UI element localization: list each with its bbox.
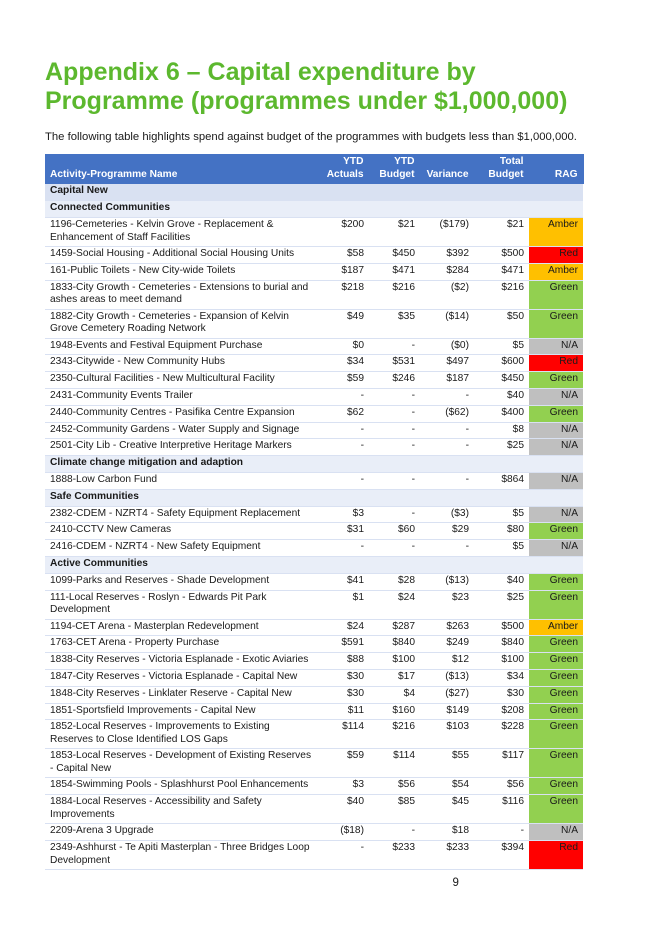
section-header-row xyxy=(45,184,583,201)
rag-status-cell: N/A xyxy=(529,824,583,841)
total-budget-cell: $500 xyxy=(474,247,529,264)
variance-cell: $187 xyxy=(420,372,474,389)
variance-cell: - xyxy=(420,389,474,406)
rag-status-cell: Green xyxy=(529,636,583,653)
rag-status-cell: Amber xyxy=(529,218,583,247)
variance-cell: ($2) xyxy=(420,280,474,309)
programme-name-cell: 1194-CET Arena - Masterplan Redevelopment xyxy=(45,619,319,636)
ytd-actuals-cell: $3 xyxy=(319,778,369,795)
ytd-budget-cell: $60 xyxy=(369,523,420,540)
ytd-budget-cell: $531 xyxy=(369,355,420,372)
total-budget-cell: $600 xyxy=(474,355,529,372)
ytd-budget-cell: - xyxy=(369,439,420,456)
rag-status-cell: N/A xyxy=(529,422,583,439)
total-budget-cell: $471 xyxy=(474,263,529,280)
ytd-budget-cell: $24 xyxy=(369,590,420,619)
programme-name-cell: 111-Local Reserves - Roslyn - Edwards Pit Park Development xyxy=(45,590,319,619)
ytd-budget-cell: $85 xyxy=(369,795,420,824)
table-row xyxy=(45,389,583,406)
programme-name-cell: 1853-Local Reserves - Development of Existing Reserves - Capital New xyxy=(45,749,319,778)
page-number xyxy=(0,877,645,889)
capital-expenditure-table xyxy=(45,154,584,870)
header-ytd-actuals: YTD Actuals xyxy=(319,154,369,184)
group-label: Active Communities xyxy=(45,557,583,574)
section-label: Capital New xyxy=(45,184,583,201)
total-budget-cell: $864 xyxy=(474,473,529,490)
ytd-budget-cell: $287 xyxy=(369,619,420,636)
ytd-budget-cell: $160 xyxy=(369,703,420,720)
rag-status-cell: Green xyxy=(529,749,583,778)
table-row xyxy=(45,247,583,264)
rag-status-cell: Green xyxy=(529,372,583,389)
ytd-budget-cell: $216 xyxy=(369,280,420,309)
variance-cell: ($27) xyxy=(420,686,474,703)
programme-name-cell: 1851-Sportsfield Improvements - Capital New xyxy=(45,703,319,720)
page-number-text: 9 xyxy=(452,877,459,889)
programme-name-cell: 1882-City Growth - Cemeteries - Expansion of Kelvin Grove Cemetery Roading Network xyxy=(45,309,319,338)
rag-status-cell: N/A xyxy=(529,439,583,456)
ytd-actuals-cell: $187 xyxy=(319,263,369,280)
programme-name-cell: 2440-Community Centres - Pasifika Centre Expansion xyxy=(45,405,319,422)
total-budget-cell: $450 xyxy=(474,372,529,389)
group-label: Connected Communities xyxy=(45,201,583,218)
variance-cell: $103 xyxy=(420,720,474,749)
variance-cell: $233 xyxy=(420,841,474,870)
rag-status-cell: N/A xyxy=(529,506,583,523)
programme-name-cell: 2410-CCTV New Cameras xyxy=(45,523,319,540)
table-row xyxy=(45,749,583,778)
table-row xyxy=(45,405,583,422)
programme-name-cell: 1833-City Growth - Cemeteries - Extensions to burial and ashes areas to meet demand xyxy=(45,280,319,309)
rag-status-cell: N/A xyxy=(529,338,583,355)
programme-name-cell: 2349-Ashhurst - Te Apiti Masterplan - Three Bridges Loop Development xyxy=(45,841,319,870)
ytd-budget-cell: $840 xyxy=(369,636,420,653)
total-budget-cell: $25 xyxy=(474,590,529,619)
variance-cell: $55 xyxy=(420,749,474,778)
ytd-actuals-cell: - xyxy=(319,422,369,439)
variance-cell: - xyxy=(420,439,474,456)
rag-status-cell: Amber xyxy=(529,619,583,636)
ytd-actuals-cell: $11 xyxy=(319,703,369,720)
variance-cell: ($0) xyxy=(420,338,474,355)
ytd-actuals-cell: - xyxy=(319,439,369,456)
group-header-row xyxy=(45,201,583,218)
total-budget-cell: $394 xyxy=(474,841,529,870)
ytd-budget-cell: $4 xyxy=(369,686,420,703)
programme-name-cell: 1847-City Reserves - Victoria Esplanade - Capital New xyxy=(45,670,319,687)
ytd-budget-cell: $100 xyxy=(369,653,420,670)
total-budget-cell: $34 xyxy=(474,670,529,687)
variance-cell: - xyxy=(420,473,474,490)
table-row xyxy=(45,670,583,687)
ytd-actuals-cell: $88 xyxy=(319,653,369,670)
variance-cell: $54 xyxy=(420,778,474,795)
table-row xyxy=(45,540,583,557)
programme-name-cell: 2343-Citywide - New Community Hubs xyxy=(45,355,319,372)
ytd-actuals-cell: - xyxy=(319,841,369,870)
total-budget-cell: $500 xyxy=(474,619,529,636)
rag-status-cell: Green xyxy=(529,653,583,670)
total-budget-cell: $25 xyxy=(474,439,529,456)
ytd-budget-cell: $56 xyxy=(369,778,420,795)
rag-status-cell: Green xyxy=(529,280,583,309)
variance-cell: $249 xyxy=(420,636,474,653)
total-budget-cell: $5 xyxy=(474,506,529,523)
ytd-actuals-cell: $31 xyxy=(319,523,369,540)
programme-name-cell: 1459-Social Housing - Additional Social Housing Units xyxy=(45,247,319,264)
total-budget-cell: $117 xyxy=(474,749,529,778)
total-budget-cell: $21 xyxy=(474,218,529,247)
ytd-actuals-cell: - xyxy=(319,473,369,490)
total-budget-cell: $50 xyxy=(474,309,529,338)
header-total-budget: Total Budget xyxy=(474,154,529,184)
table-row xyxy=(45,686,583,703)
table-row xyxy=(45,824,583,841)
table-row xyxy=(45,778,583,795)
total-budget-cell: $56 xyxy=(474,778,529,795)
table-row xyxy=(45,619,583,636)
programme-name-cell: 2350-Cultural Facilities - New Multicultural Facility xyxy=(45,372,319,389)
programme-name-cell: 2452-Community Gardens - Water Supply and Signage xyxy=(45,422,319,439)
total-budget-cell: $5 xyxy=(474,540,529,557)
table-row xyxy=(45,473,583,490)
variance-cell: $149 xyxy=(420,703,474,720)
table-body xyxy=(45,184,583,870)
rag-status-cell: Green xyxy=(529,573,583,590)
rag-status-cell: Green xyxy=(529,523,583,540)
ytd-actuals-cell: $0 xyxy=(319,338,369,355)
ytd-budget-cell: - xyxy=(369,405,420,422)
variance-cell: ($13) xyxy=(420,573,474,590)
ytd-actuals-cell: $58 xyxy=(319,247,369,264)
total-budget-cell: $208 xyxy=(474,703,529,720)
table-row xyxy=(45,263,583,280)
total-budget-cell: $100 xyxy=(474,653,529,670)
rag-status-cell: N/A xyxy=(529,389,583,406)
rag-status-cell: N/A xyxy=(529,473,583,490)
variance-cell: ($14) xyxy=(420,309,474,338)
table-row xyxy=(45,573,583,590)
header-rag: RAG xyxy=(529,154,583,184)
programme-name-cell: 1196-Cemeteries - Kelvin Grove - Replacement & Enhancement of Staff Facilities xyxy=(45,218,319,247)
header-activity-programme-name: Activity-Programme Name xyxy=(45,154,319,184)
programme-name-cell: 2382-CDEM - NZRT4 - Safety Equipment Replacement xyxy=(45,506,319,523)
table-row xyxy=(45,309,583,338)
programme-name-cell: 1888-Low Carbon Fund xyxy=(45,473,319,490)
ytd-budget-cell: $216 xyxy=(369,720,420,749)
rag-status-cell: Green xyxy=(529,686,583,703)
variance-cell: $263 xyxy=(420,619,474,636)
ytd-actuals-cell: $24 xyxy=(319,619,369,636)
table-row xyxy=(45,218,583,247)
group-header-row xyxy=(45,489,583,506)
rag-status-cell: N/A xyxy=(529,540,583,557)
total-budget-cell: $80 xyxy=(474,523,529,540)
ytd-actuals-cell: $34 xyxy=(319,355,369,372)
table-row xyxy=(45,338,583,355)
ytd-budget-cell: - xyxy=(369,389,420,406)
variance-cell: ($62) xyxy=(420,405,474,422)
rag-status-cell: Green xyxy=(529,670,583,687)
variance-cell: $23 xyxy=(420,590,474,619)
programme-name-cell: 1848-City Reserves - Linklater Reserve - Capital New xyxy=(45,686,319,703)
group-header-row xyxy=(45,456,583,473)
ytd-budget-cell: $114 xyxy=(369,749,420,778)
rag-status-cell: Green xyxy=(529,309,583,338)
rag-status-cell: Green xyxy=(529,720,583,749)
variance-cell: ($179) xyxy=(420,218,474,247)
programme-name-cell: 1838-City Reserves - Victoria Esplanade - Exotic Aviaries xyxy=(45,653,319,670)
programme-name-cell: 161-Public Toilets - New City-wide Toilets xyxy=(45,263,319,280)
variance-cell: - xyxy=(420,540,474,557)
total-budget-cell: $5 xyxy=(474,338,529,355)
group-label: Safe Communities xyxy=(45,489,583,506)
total-budget-cell: $400 xyxy=(474,405,529,422)
total-budget-cell: $40 xyxy=(474,573,529,590)
rag-status-cell: Green xyxy=(529,590,583,619)
ytd-budget-cell: - xyxy=(369,473,420,490)
ytd-actuals-cell: - xyxy=(319,540,369,557)
ytd-actuals-cell: - xyxy=(319,389,369,406)
programme-name-cell: 2431-Community Events Trailer xyxy=(45,389,319,406)
ytd-budget-cell: - xyxy=(369,338,420,355)
variance-cell: $497 xyxy=(420,355,474,372)
variance-cell: $392 xyxy=(420,247,474,264)
table-row xyxy=(45,703,583,720)
rag-status-cell: Red xyxy=(529,841,583,870)
variance-cell: - xyxy=(420,422,474,439)
header-ytd-budget: YTD Budget xyxy=(369,154,420,184)
ytd-budget-cell: $35 xyxy=(369,309,420,338)
ytd-actuals-cell: $30 xyxy=(319,686,369,703)
total-budget-cell: $8 xyxy=(474,422,529,439)
programme-name-cell: 1763-CET Arena - Property Purchase xyxy=(45,636,319,653)
ytd-budget-cell: $28 xyxy=(369,573,420,590)
group-label: Climate change mitigation and adaption xyxy=(45,456,583,473)
group-header-row xyxy=(45,557,583,574)
table-row xyxy=(45,523,583,540)
ytd-actuals-cell: $114 xyxy=(319,720,369,749)
table-row xyxy=(45,280,583,309)
table-row xyxy=(45,355,583,372)
total-budget-cell: $116 xyxy=(474,795,529,824)
table-row xyxy=(45,439,583,456)
ytd-actuals-cell: $59 xyxy=(319,749,369,778)
variance-cell: $45 xyxy=(420,795,474,824)
programme-name-cell: 1884-Local Reserves - Accessibility and Safety Improvements xyxy=(45,795,319,824)
ytd-actuals-cell: $218 xyxy=(319,280,369,309)
programme-name-cell: 2209-Arena 3 Upgrade xyxy=(45,824,319,841)
total-budget-cell: $840 xyxy=(474,636,529,653)
variance-cell: ($13) xyxy=(420,670,474,687)
programme-name-cell: 2416-CDEM - NZRT4 - New Safety Equipment xyxy=(45,540,319,557)
table-row xyxy=(45,506,583,523)
rag-status-cell: Red xyxy=(529,247,583,264)
header-variance: Variance xyxy=(420,154,474,184)
table-row xyxy=(45,372,583,389)
page-title: Appendix 6 – Capital expenditure by Programme (programmes under $1,000,000) xyxy=(45,58,568,115)
variance-cell: $18 xyxy=(420,824,474,841)
ytd-budget-cell: $21 xyxy=(369,218,420,247)
programme-name-cell: 2501-City Lib - Creative Interpretive Heritage Markers xyxy=(45,439,319,456)
ytd-budget-cell: - xyxy=(369,540,420,557)
ytd-actuals-cell: $49 xyxy=(319,309,369,338)
total-budget-cell: - xyxy=(474,824,529,841)
ytd-budget-cell: $233 xyxy=(369,841,420,870)
rag-status-cell: Green xyxy=(529,778,583,795)
table-row xyxy=(45,422,583,439)
ytd-actuals-cell: $59 xyxy=(319,372,369,389)
ytd-budget-cell: $471 xyxy=(369,263,420,280)
ytd-actuals-cell: $40 xyxy=(319,795,369,824)
table-row xyxy=(45,720,583,749)
ytd-actuals-cell: $62 xyxy=(319,405,369,422)
ytd-actuals-cell: ($18) xyxy=(319,824,369,841)
rag-status-cell: Amber xyxy=(529,263,583,280)
programme-name-cell: 1852-Local Reserves - Improvements to Existing Reserves to Close Identified LOS Gaps xyxy=(45,720,319,749)
rag-status-cell: Green xyxy=(529,703,583,720)
ytd-actuals-cell: $1 xyxy=(319,590,369,619)
ytd-budget-cell: - xyxy=(369,824,420,841)
ytd-actuals-cell: $591 xyxy=(319,636,369,653)
programme-name-cell: 1948-Events and Festival Equipment Purchase xyxy=(45,338,319,355)
ytd-actuals-cell: $200 xyxy=(319,218,369,247)
table-row xyxy=(45,590,583,619)
variance-cell: $284 xyxy=(420,263,474,280)
ytd-budget-cell: $450 xyxy=(369,247,420,264)
programme-name-cell: 1854-Swimming Pools - Splashhurst Pool Enhancements xyxy=(45,778,319,795)
ytd-actuals-cell: $3 xyxy=(319,506,369,523)
variance-cell: $29 xyxy=(420,523,474,540)
rag-status-cell: Green xyxy=(529,405,583,422)
variance-cell: $12 xyxy=(420,653,474,670)
total-budget-cell: $30 xyxy=(474,686,529,703)
ytd-budget-cell: - xyxy=(369,422,420,439)
ytd-budget-cell: - xyxy=(369,506,420,523)
ytd-budget-cell: $17 xyxy=(369,670,420,687)
rag-status-cell: Red xyxy=(529,355,583,372)
programme-name-cell: 1099-Parks and Reserves - Shade Development xyxy=(45,573,319,590)
total-budget-cell: $228 xyxy=(474,720,529,749)
total-budget-cell: $40 xyxy=(474,389,529,406)
ytd-budget-cell: $246 xyxy=(369,372,420,389)
table-row xyxy=(45,795,583,824)
table-row xyxy=(45,653,583,670)
table-header xyxy=(45,154,583,184)
ytd-actuals-cell: $30 xyxy=(319,670,369,687)
table-row xyxy=(45,636,583,653)
variance-cell: ($3) xyxy=(420,506,474,523)
total-budget-cell: $216 xyxy=(474,280,529,309)
rag-status-cell: Green xyxy=(529,795,583,824)
table-row xyxy=(45,841,583,870)
ytd-actuals-cell: $41 xyxy=(319,573,369,590)
intro-paragraph: The following table highlights spend against budget of the programmes with budgets less than $1,000,000. xyxy=(45,131,577,143)
